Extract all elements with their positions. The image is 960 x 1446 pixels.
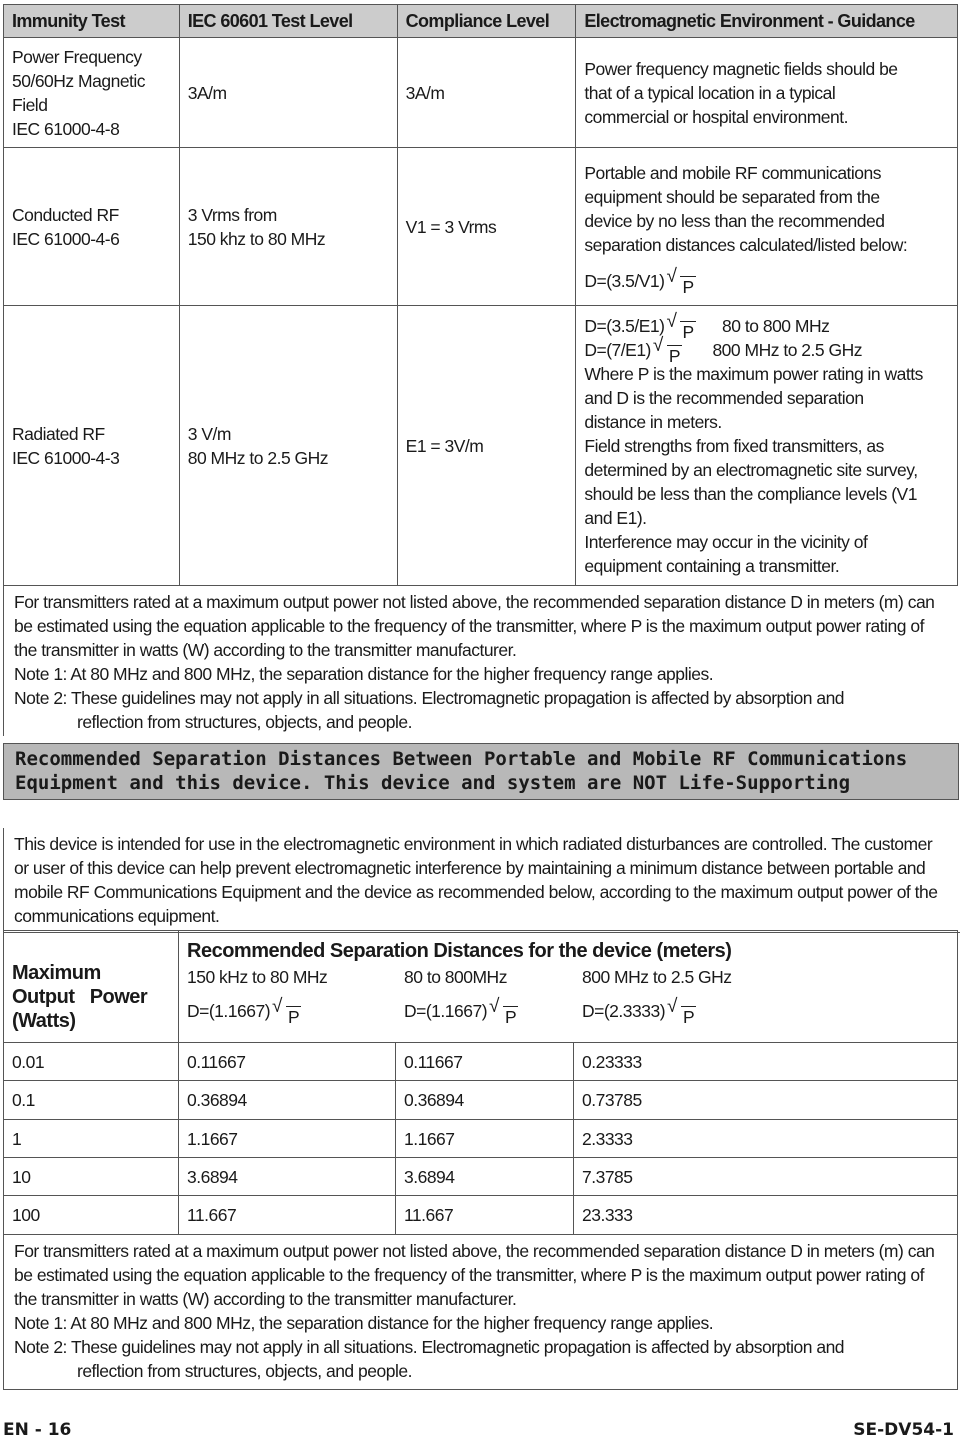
- table-row: [4, 1043, 958, 1081]
- guidance-line: commercial or hospital environment.: [584, 106, 848, 127]
- compliance-cell: V1 = 3 Vrms: [397, 148, 576, 306]
- level-line: 150 khz to 80 MHz: [187, 228, 326, 249]
- guidance-line: equipment should be separated from the: [584, 186, 880, 207]
- sqrt-symbol: [667, 999, 696, 1027]
- distance-cell: 1.1667: [179, 1120, 396, 1158]
- column-range: 150 kHz to 80 MHz: [187, 967, 328, 987]
- table-row: [4, 306, 958, 586]
- distance-cell: 11.667: [396, 1196, 574, 1235]
- distance-cell: 3.6894: [179, 1158, 396, 1196]
- table-row: [4, 1158, 958, 1196]
- power-header-line: Output Power: [12, 985, 148, 1008]
- immunity-table: [3, 4, 958, 586]
- guidance-line: determined by an electromagnetic site survey,: [584, 459, 918, 480]
- separation-table: [3, 930, 958, 1390]
- note-1: Note 1: At 80 MHz and 800 MHz, the separation distance for the higher frequency range applies.: [14, 1313, 714, 1333]
- level-cell: [179, 38, 397, 148]
- test-line: Power Frequency: [12, 46, 142, 67]
- guidance-line: device by no less than the recommended: [584, 210, 885, 231]
- header-immunity-test: Immunity Test: [4, 5, 180, 38]
- separation-header-row: [4, 931, 958, 1043]
- guidance-line: Field strengths from fixed transmitters, as: [584, 435, 884, 456]
- note-2: Note 2: These guidelines may not apply in all situations. Electromagnetic propagation is affected by absorption and: [14, 1337, 845, 1357]
- guidance-line: separation distances calculated/listed below:: [584, 234, 908, 255]
- distance-cell: 11.667: [179, 1196, 396, 1235]
- note-1: Note 1: At 80 MHz and 800 MHz, the separation distance for the higher frequency range applies.: [14, 664, 714, 684]
- sqrt-p: P: [683, 1007, 695, 1027]
- notes-block: [3, 586, 960, 736]
- guidance-line: distance in meters.: [584, 411, 722, 432]
- compliance-cell: E1 = 3V/m: [397, 306, 576, 586]
- guidance-line: Power frequency magnetic fields should be: [584, 58, 898, 79]
- distance-cell: 3.6894: [396, 1158, 574, 1196]
- power-header: [4, 931, 179, 1043]
- power-header-line: (Watts): [12, 1009, 76, 1032]
- sqrt-symbol: [666, 269, 695, 297]
- page-number: EN - 16: [3, 1420, 72, 1440]
- guidance-line: Where P is the maximum power rating in watts: [584, 363, 923, 384]
- header-test-level: IEC 60601 Test Level: [179, 5, 397, 38]
- power-cell: 10: [4, 1158, 179, 1196]
- table-row: [4, 1081, 958, 1120]
- power-cell: 100: [4, 1196, 179, 1235]
- level-cell: [179, 306, 397, 586]
- formula-text: D=(7/E1): [584, 339, 651, 360]
- distance-cell: 2.3333: [574, 1120, 958, 1158]
- notes-paragraph: For transmitters rated at a maximum output power not listed above, the recommended separation distance D in meters (m) can be estimated using the equation applicable to the frequency of the transmitter, where P is the maximum output power rating of the transmitter in watts (W) according to the transmitter manufacturer.: [14, 1241, 935, 1309]
- notes-block: [4, 1235, 958, 1390]
- formula-text: D=(1.1667): [404, 1001, 488, 1021]
- test-cell: [4, 148, 180, 306]
- formula-text: D=(1.1667): [187, 1001, 271, 1021]
- column-header: [396, 965, 574, 1027]
- test-cell: [4, 306, 180, 586]
- column-formula: [187, 999, 388, 1027]
- guidance-line: Portable and mobile RF communications: [584, 162, 882, 183]
- sqrt-p: P: [288, 1007, 300, 1027]
- level-line: 3 Vrms from: [187, 204, 277, 225]
- test-line: Radiated RF: [12, 423, 105, 444]
- formula-text: D=(3.5/E1): [584, 315, 665, 336]
- column-header: [179, 965, 396, 1027]
- sqrt-symbol: [272, 999, 301, 1027]
- column-formula: [582, 999, 732, 1027]
- notes-row: [4, 1235, 958, 1390]
- compliance-cell: 3A/m: [397, 38, 576, 148]
- guidance-line: that of a typical location in a typical: [584, 82, 836, 103]
- notes-paragraph: For transmitters rated at a maximum output power not listed above, the recommended separation distance D in meters (m) can be estimated using the equation applicable to the frequency of the transmitter, where P is the maximum output power rating of the transmitter in watts (W) according to the transmitter manufacturer.: [14, 592, 935, 660]
- level-line: 3 V/m: [187, 423, 231, 444]
- power-cell: 1: [4, 1120, 179, 1158]
- sqrt-symbol: [666, 314, 695, 342]
- column-formula: [404, 999, 566, 1027]
- separation-title-cell: [179, 931, 958, 1043]
- formula-line: [584, 314, 949, 342]
- formula-text: D=(2.3333): [582, 1001, 666, 1021]
- test-cell: [4, 38, 180, 148]
- range-text: 800 MHz to 2.5 GHz: [712, 339, 862, 360]
- guidance-line: should be less than the compliance levels (V1: [584, 483, 917, 504]
- test-line: 50/60Hz Magnetic: [12, 70, 146, 91]
- model-number: SE-DV54-1: [853, 1420, 954, 1440]
- level-line: 80 MHz to 2.5 GHz: [187, 447, 329, 468]
- intro-paragraph: This device is intended for use in the electromagnetic environment in which radiated disturbances are controlled. The customer or user of this device can help prevent electromagnetic interference by maintaining a minimum distance between portable and mobile RF Communications Equipment and the device as recommended below, according to the maximum output power of the communications equipment.: [3, 828, 960, 933]
- distance-cell: 1.1667: [396, 1120, 574, 1158]
- distance-cell: 0.23333: [574, 1043, 958, 1081]
- distance-cell: 0.11667: [396, 1043, 574, 1081]
- sqrt-symbol: [653, 338, 682, 366]
- note-2-continued: reflection from structures, objects, and people.: [77, 712, 412, 732]
- level-cell: [179, 148, 397, 306]
- guidance-line: equipment containing a transmitter.: [584, 555, 840, 576]
- table-row: [4, 148, 958, 306]
- guidance-cell: [576, 148, 958, 306]
- formula-text: D=(3.5/V1): [584, 270, 665, 291]
- column-range: 800 MHz to 2.5 GHz: [582, 967, 732, 987]
- sqrt-symbol: [489, 999, 518, 1027]
- level-line: 3A/m: [187, 82, 227, 103]
- distance-cell: 0.36894: [179, 1081, 396, 1120]
- table-row: [4, 1196, 958, 1235]
- section-banner: Recommended Separation Distances Between Portable and Mobile RF Communications Equipment and this device. This device and system are NOT Life-Supporting: [3, 743, 959, 800]
- separation-title: Recommended Separation Distances for the device (meters): [187, 940, 732, 962]
- power-header-line: Maximum: [12, 961, 101, 984]
- power-cell: 0.1: [4, 1081, 179, 1120]
- test-line: IEC 61000-4-6: [12, 228, 120, 249]
- formula-line: [584, 338, 949, 366]
- sqrt-p: P: [682, 321, 694, 342]
- guidance-line: and D is the recommended separation: [584, 387, 864, 408]
- test-line: IEC 61000-4-8: [12, 118, 120, 139]
- table-row: [4, 1120, 958, 1158]
- distance-cell: 23.333: [574, 1196, 958, 1235]
- test-line: Field: [12, 94, 48, 115]
- distance-cell: 7.3785: [574, 1158, 958, 1196]
- distance-cell: 0.73785: [574, 1081, 958, 1120]
- range-text: 80 to 800 MHz: [722, 315, 830, 336]
- column-range: 80 to 800MHz: [404, 967, 507, 987]
- sqrt-p: P: [668, 345, 681, 366]
- test-line: IEC 61000-4-3: [12, 447, 120, 468]
- guidance-cell: [576, 306, 958, 586]
- sqrt-p: P: [682, 276, 694, 297]
- sqrt-p: P: [505, 1007, 517, 1027]
- table-row: [4, 38, 958, 148]
- header-compliance-level: Compliance Level: [397, 5, 576, 38]
- formula-line: [584, 269, 949, 297]
- distance-cell: 0.36894: [396, 1081, 574, 1120]
- separation-columns: [179, 965, 957, 1027]
- test-line: Conducted RF: [12, 204, 119, 225]
- immunity-header-row: [4, 5, 958, 38]
- note-2: Note 2: These guidelines may not apply in all situations. Electromagnetic propagation is affected by absorption and: [14, 688, 845, 708]
- distance-cell: 0.11667: [179, 1043, 396, 1081]
- header-guidance: Electromagnetic Environment - Guidance: [576, 5, 958, 38]
- guidance-line: Interference may occur in the vicinity of: [584, 531, 868, 552]
- column-header: [574, 965, 740, 1027]
- guidance-cell: [576, 38, 958, 148]
- guidance-line: and E1).: [584, 507, 647, 528]
- power-cell: 0.01: [4, 1043, 179, 1081]
- note-2-continued: reflection from structures, objects, and people.: [77, 1361, 412, 1381]
